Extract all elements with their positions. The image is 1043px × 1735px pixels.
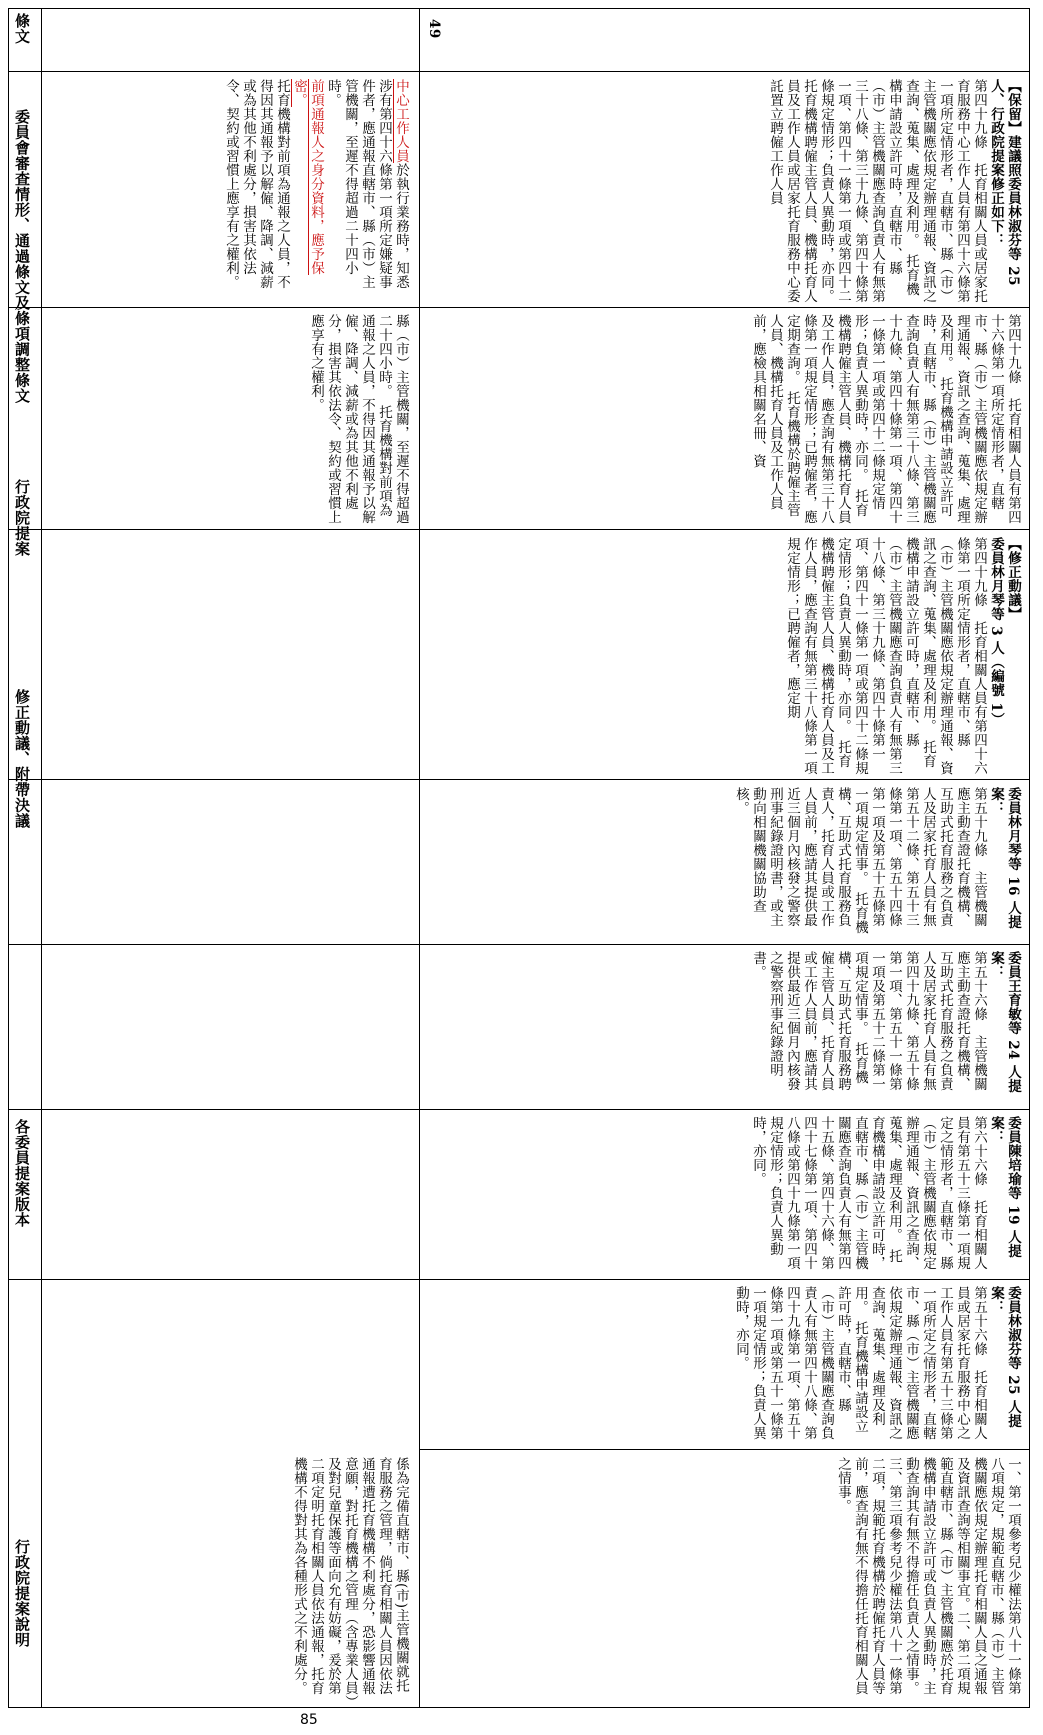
row-49-amend-head: 【修正動議】 [1005, 537, 1021, 621]
top-review-highlight-2: 前項通報人之身分資料，應予保密。 [291, 79, 324, 275]
row-49-explain-cell: 一、第一項參考兒少權法第八十一條第八項規定，規範直轄市、縣（市）主管機關應依規定辦理托育相關人員之通報及資訊查詢等相關事宜。二、第二項規範直轄市、縣（市）主管機關應於托育機構申請設立許可或負責人異動時，主動查詢其有無不得擔任負責人之情事。三、第三項參考兒少權法第八十一條第二項，規範托育機構於聘僱托育人員等前，應查詢有無不得擔任托育相關人員之情事。 [835, 1457, 1021, 1695]
proposal-2-cell [425, 951, 1021, 1104]
table-frame [8, 8, 1030, 1708]
row-49-review-head2: 建議照委員林淑芬等 25 人、行政院提案修正如下： [988, 79, 1021, 286]
proposal-3-cell [425, 1116, 1021, 1274]
proposal-1-cell [425, 787, 1021, 939]
row-49-amend-body: 第四十九條 托育相關人員有第四十六條第一項所定情形者，直轄市、縣（市）主管機關應依規定辦理通報、資訊之查詢、蒐集、處理及利用。 托育機構申請設立許可時，直轄市、縣（市）主管機關應查詢負責人有無第三十八條、第三十九條、第四十條第一項、第四十一條第一項或第四十二條規定情形；負責人異動時，亦同。 托育機構聘僱主管人員、機構托育人員及工作人員，應查詢有無第三十八條第一項規定情形；已聘僱者，應定期 [784, 537, 987, 775]
top-exec-cell: 縣（市）主管機關，至遲不得超過二十四小時。 托育機構對前項為通報之人員，不得因其通報予以解僱、降調、減薪或為其他不利處分，損害其依法令、契約或習慣上應享有之權利。 [308, 314, 409, 524]
top-review-cell [49, 79, 409, 301]
row-49-review-head: 【保留】 [1005, 79, 1021, 135]
proposal-1-body: 第五十九條 主管機關應主動查證托育機構、互助式托育服務之負責人及居家托育人員有無第五十二條、第五十三條第一項、第五十四條第一項及第五十五條第一項規定情事。 托育機構、互助式托育服務負責人，托育人員或工作人員前，應請其提供最近三個月內核發之警察刑事紀錄證明書，或主動向相關機關協助查核。 [733, 787, 987, 935]
proposal-2-body: 第五十六條 主管機關應主動查證托育機構、互助式托育服務之負責人及居家托育人員有無第四十九條、第五十條第一項、第五十一條第一項及第五十二條第一項規定情事。 托育機構、互助式托育服務聘僱主管人員、托育人員或工作人員前，應請其提供最近三個月內核發之警察刑事紀錄證明書。 [750, 951, 987, 1091]
row-49-article: 49 [426, 19, 442, 39]
proposal-sep-3 [9, 1279, 1029, 1280]
header-explain: 行政院提案說明 [13, 1539, 31, 1648]
header-row [9, 9, 42, 1707]
row-sep-49 [419, 9, 420, 1707]
proposal-sep-1 [9, 944, 1029, 945]
header-exec: 行政院提案 [13, 479, 31, 557]
proposal-2-head: 委員王育敏等 24 人提案： [988, 951, 1021, 1094]
header-proposals: 各委員提案版本 [13, 1119, 31, 1228]
row-49-amend-cell [425, 537, 1021, 775]
header-article: 條文 [13, 13, 31, 44]
proposal-3-head: 委員陳培瑜等 19 人提案： [988, 1116, 1021, 1259]
top-explain-cell: 係為完備直轄市、縣(市)主管機關就托育服務之管理，倘托育相關人員因依法通報遭托育機構不利處分，恐影響通報意願，對托育機構之管理（含專業人員）及對兒童保護等面向允有妨礙，爰於第二項定明托育相關人員依法通報，托育機構不得對其為各種形式之不利處分。 [291, 1457, 409, 1703]
proposal-sep-2 [9, 1109, 1029, 1110]
proposal-4-body: 第五十六條 托育相關人員或居家托育服務中心之工作人員有第五十三條第一項所定之情形者，直轄市、縣（市）主管機關應依規定辦理通報、資訊之查詢、蒐集、處理及利用。 托育機構申請設立許可時，直轄市、縣（市）主管機關應查詢負責人有無第四十八條、第四十九條第一項、第五十條第一項或第五十一條第一項規定情形；負責人異動時，亦同。 [733, 1286, 987, 1440]
top-review-highlight-1: 中心工作人員 [393, 79, 409, 163]
row-49-exec-cell: 第四十九條 托育相關人員有第四十六條第一項所定情形者，直轄市、縣（市）主管機關應依規定辦理通報、資訊之查詢、蒐集、處理及利用。 托育機構申請設立許可時，直轄市、縣（市）主管機關應查詢負責人有無第三十八條、第三十九條、第四十條第一項、第四十一條第一項或第四十二條規定情形；負責人異動時，亦同。 托育機構聘僱主管人員、機構托育人員及工作人員，應查詢有無第三十八條第一項規定情形；已聘僱者，應定期查詢。 托育機構於聘僱主管人員、機構托育人員及工作人員前，應檢具相關名冊、資 [750, 314, 1021, 524]
col-sep-2 [9, 307, 1029, 308]
col-sep-5 [419, 1449, 1029, 1450]
top-review-text-1: 於執行業務時，知悉涉有第四十六條第一項所定嫌疑事件者，應通報直轄市、縣（市）主管機關，至遲不得超過二十四小時。 [325, 79, 409, 289]
header-amend: 修正動議、附帶決議 [13, 689, 31, 829]
top-review-text-2: 托育機構對前項為通報之人員，不得因其通報予以解僱、降調、減薪或為其他不利處分，損害其依法令、契約或習慣上應享有之權利。 [223, 79, 290, 289]
col-sep-3 [9, 529, 1029, 530]
col-sep-1 [9, 71, 1029, 72]
page-number: 85 [300, 1712, 318, 1728]
proposal-1-head: 委員林月琴等 16 人提案： [988, 787, 1021, 930]
proposal-3-body: 第六十六條 托育相關人員有第五十三條第一項規定之情形者，直轄市、縣（市）主管機關應依規定辦理通報、資訊之查詢、蒐集、處理及利用。 托育機構申請設立許可時，直轄市、縣（市）主管機關應查詢負責人有無第四十五條、第四十六條、第四十七條第一項、第四十八條或第四十九條第一項規定情形；負責人異動時，亦同。 [750, 1116, 987, 1270]
proposal-4-head: 委員林淑芬等 25 人提案： [988, 1286, 1021, 1429]
row-49-review-cell [425, 79, 1021, 311]
col-sep-4 [9, 779, 1029, 780]
header-review: 委員會審查情形、通過條文及條項調整條文 [13, 109, 31, 404]
row-49-review-body: 第四十九條 托育相關人員或居家托育服務中心工作人員有第四十六條第一項所定情形者，直轄市、縣（市）主管機關應依規定辦理通報、資訊之查詢、蒐集、處理及利用。 托育機構申請設立許可時，直轄市、縣（市）主管機關應查詢負責人有無第三十八條、第三十九條、第四十條第一項、第四十一條第一項或第四十二條規定情形；負責人異動時，亦同。 托育機構聘僱主管人員、機構托育人員及工作人員或居家托育服務中心委託置立聘僱工作人員 [767, 79, 987, 311]
proposal-4-cell [425, 1286, 1021, 1444]
row-49-amend-head2: 委員林月琴等 3 人（編號 1） [988, 537, 1004, 727]
